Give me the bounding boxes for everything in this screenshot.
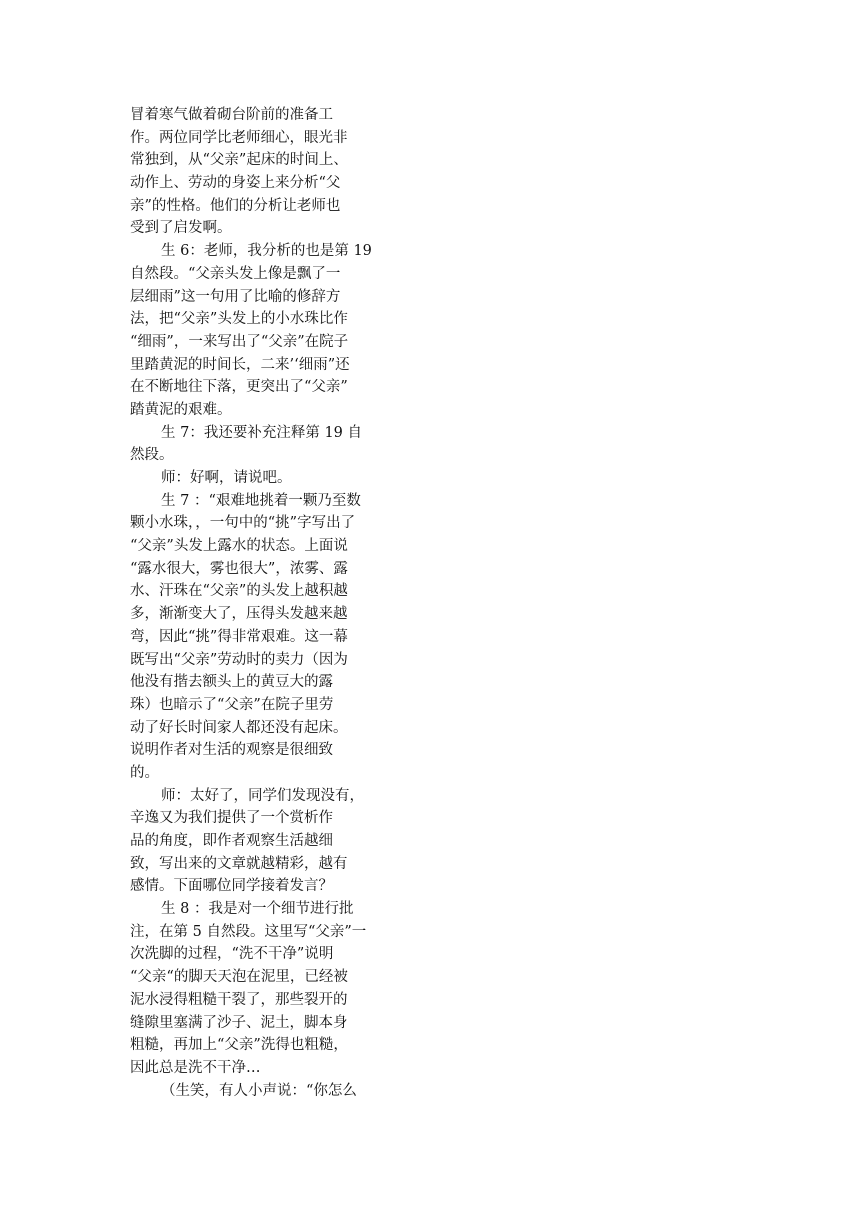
text-line: 里踏黄泥的时间长，二来’‘细雨”还 bbox=[130, 356, 350, 373]
text-line: “露水很大，雾也很大”，浓雾、露 bbox=[130, 560, 348, 577]
text-line: （生笑，有人小声说：“你怎么 bbox=[161, 1082, 357, 1099]
text-line: 法，把“父亲”头发上的小水珠比作 bbox=[130, 311, 348, 328]
body-text bbox=[130, 104, 400, 1102]
text-line: 既写出“父亲”劳动时的卖力（因为 bbox=[130, 651, 348, 668]
text-line: 多，渐渐变大了，压得头发越来越 bbox=[130, 606, 348, 623]
text-line: 作。两位同学比老师细心，眼光非 bbox=[130, 129, 348, 146]
text-line: 然段。 bbox=[130, 447, 174, 464]
text-line: 次洗脚的过程，“洗不干净”说明 bbox=[130, 946, 334, 963]
text-line: 粗糙，再加上“父亲”洗得也粗糙， bbox=[130, 1037, 348, 1054]
text-line: 动作上、劳动的身姿上来分析“父 bbox=[130, 175, 341, 192]
text-line: 缝隙里塞满了沙子、泥土，脚本身 bbox=[130, 1014, 348, 1031]
text-line: 生 7：我还要补充注释第 19 自 bbox=[161, 424, 363, 441]
text-line: 常独到，从“父亲”起床的时间上、 bbox=[130, 152, 348, 169]
text-line: 水、汗珠在“父亲”的头发上越积越 bbox=[130, 583, 348, 600]
text-line: 他没有揩去额头上的黄豆大的露 bbox=[130, 674, 333, 691]
text-line: 弯，因此“挑”得非常艰难。这一幕 bbox=[130, 628, 348, 645]
text-line: “细雨”，一来写出了“父亲”在院子 bbox=[130, 333, 349, 350]
text-line: 自然段。“父亲头发上像是飘了一 bbox=[130, 265, 341, 282]
text-line: 颗小水珠，，一句中的“挑”字写出了 bbox=[130, 515, 356, 532]
text-line: 踏黄泥的艰难。 bbox=[130, 401, 232, 418]
text-line: “父亲“的脚天天泡在泥里，已经被 bbox=[130, 969, 348, 986]
text-line: 受到了启发啊。 bbox=[130, 220, 232, 237]
text-line: 生 6：老师，我分析的也是第 19 bbox=[161, 243, 372, 260]
text-line: 珠）也暗示了“父亲”在院子里劳 bbox=[130, 696, 334, 713]
text-line: 冒着寒气做着砌台阶前的准备工 bbox=[130, 107, 333, 123]
text-line: 注，在第 5 自然段。这里写“父亲”一 bbox=[130, 923, 367, 940]
text-line: 生 8 ：我是对一个细节进行批 bbox=[161, 901, 354, 918]
text-line: 泥水浸得粗糙干裂了，那些裂开的 bbox=[130, 991, 348, 1008]
text-line: 师：太好了，同学们发现没有， bbox=[161, 787, 364, 804]
text-line: 感情。下面哪位同学接着发言？ bbox=[130, 878, 333, 895]
text-line: 动了好长时间家人都还没有起床。 bbox=[130, 719, 348, 736]
text-line: 说明作者对生活的观察是很细致 bbox=[130, 742, 333, 759]
text-line: 致，写出来的文章就越精彩，越有 bbox=[130, 855, 348, 872]
text-line: “父亲”头发上露水的状态。上面说 bbox=[130, 538, 348, 555]
text-line: 层细雨”这一句用了比喻的修辞方 bbox=[130, 288, 341, 305]
text-line: 亲”的性格。他们的分析让老师也 bbox=[130, 197, 341, 214]
text-line: 辛逸又为我们提供了一个赏析作 bbox=[130, 810, 333, 827]
text-line: 在不断地往下落，更突出了“父亲” bbox=[130, 379, 348, 396]
text-line: 的。 bbox=[130, 764, 159, 781]
text-line: 因此总是洗不干净… bbox=[130, 1059, 261, 1076]
text-line: 师：好啊，请说吧。 bbox=[161, 470, 292, 486]
text-line: 生 7 ：“艰难地挑着一颗乃至数 bbox=[161, 492, 361, 509]
text-line: 品的角度，即作者观察生活越细 bbox=[130, 833, 333, 849]
